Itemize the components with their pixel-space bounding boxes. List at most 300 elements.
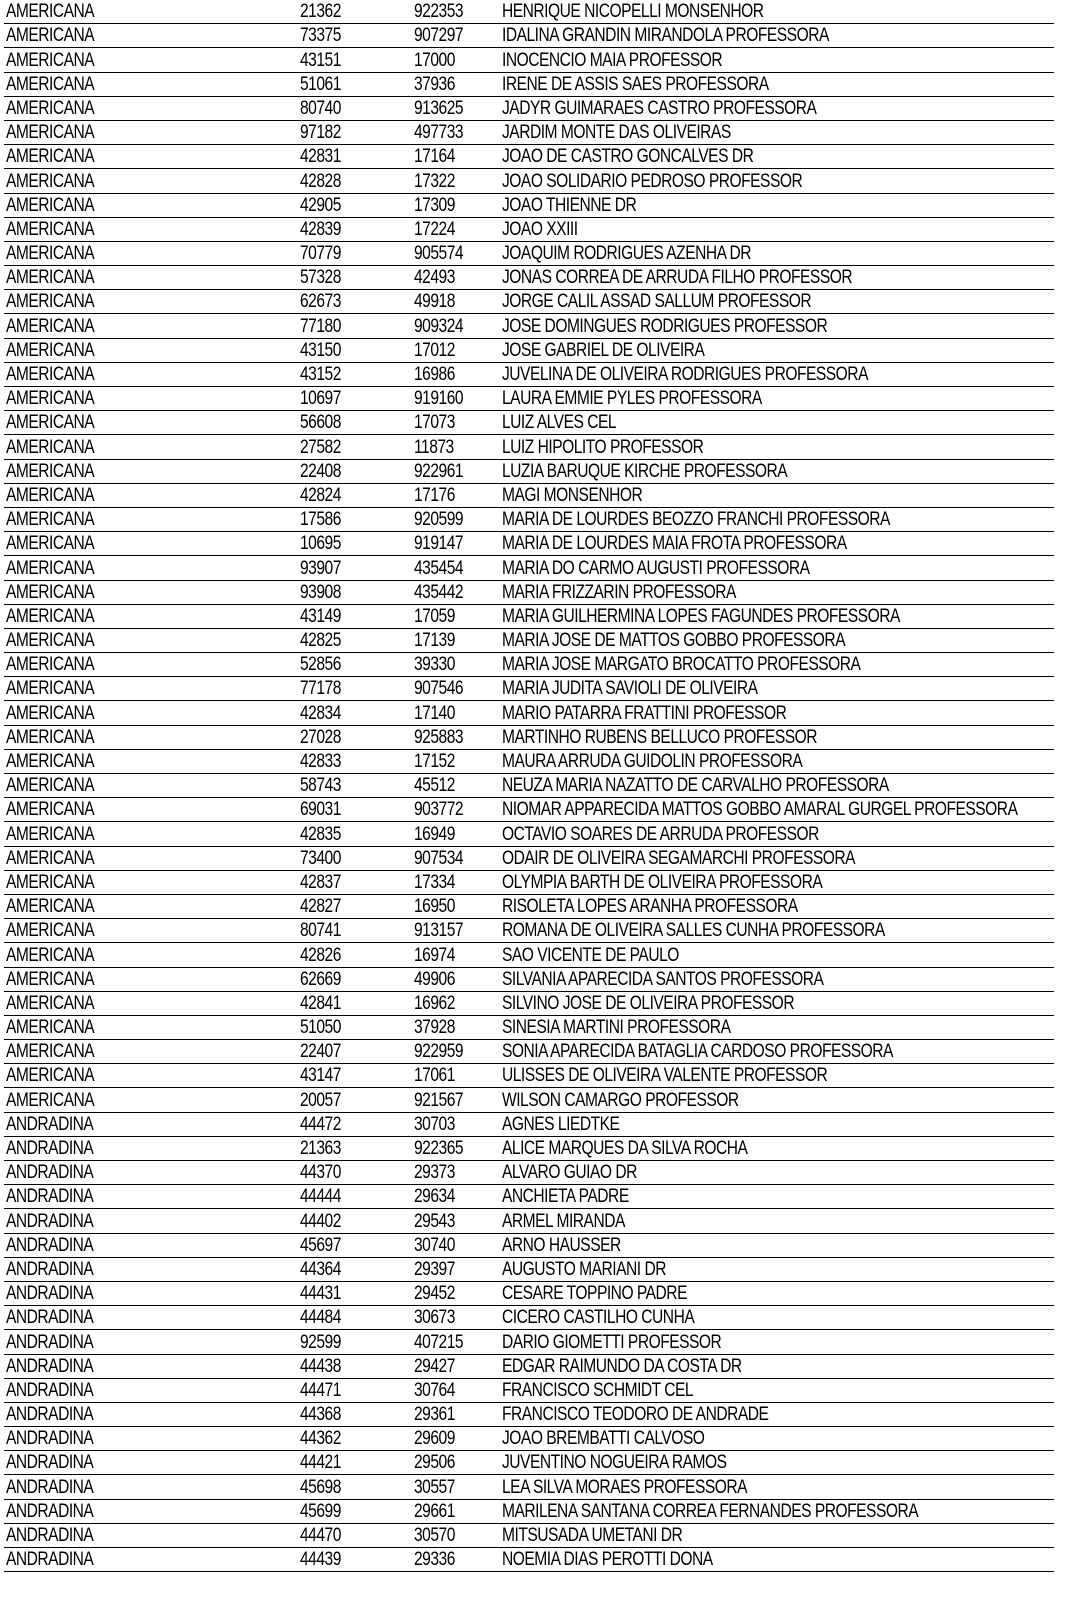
school-name-text: HENRIQUE NICOPELLI MONSENHOR [502,1,764,23]
school-name-text: FRANCISCO SCHMIDT CEL [502,1379,694,1401]
school-code-cell [298,798,412,822]
school-name-cell [500,1306,1054,1330]
cie-code-cell [412,1354,500,1378]
cie-code-text: 49918 [414,291,455,313]
school-code-cell [298,241,412,265]
municipality-text: AMERICANA [6,605,95,627]
school-name-text: JORGE CALIL ASSAD SALLUM PROFESSOR [502,291,812,313]
municipality-text: AMERICANA [6,630,95,652]
school-code-text: 44472 [300,1113,341,1135]
cie-code-cell [412,919,500,943]
cie-code-cell [412,774,500,798]
school-name-text: SILVANIA APARECIDA SANTOS PROFESSORA [502,968,824,990]
school-name-text: NOEMIA DIAS PEROTTI DONA [502,1549,713,1571]
school-name-cell [500,725,1054,749]
municipality-cell [4,241,298,265]
school-code-cell [298,774,412,798]
municipality-cell [4,1499,298,1523]
cie-code-text: 39330 [414,654,455,676]
table-row [4,362,1054,386]
school-code-text: 77180 [300,315,341,337]
school-code-text: 42826 [300,944,341,966]
school-name-text: IRENE DE ASSIS SAES PROFESSORA [502,73,769,95]
school-name-text: LEA SILVA MORAES PROFESSORA [502,1476,748,1498]
municipality-cell [4,701,298,725]
school-name-text: MARIA DO CARMO AUGUSTI PROFESSORA [502,557,810,579]
school-name-cell [500,1402,1054,1426]
cie-code-cell [412,604,500,628]
municipality-text: ANDRADINA [6,1258,94,1280]
municipality-cell [4,24,298,48]
school-code-text: 17586 [300,509,341,531]
table-row [4,266,1054,290]
school-name-text: JUVELINA DE OLIVEIRA RODRIGUES PROFESSORA [502,364,868,385]
school-code-text: 42834 [300,702,341,724]
municipality-text: ANDRADINA [6,1355,94,1377]
municipality-cell [4,120,298,144]
school-name-text: MARIA JOSE DE MATTOS GOBBO PROFESSORA [502,630,846,652]
school-name-text: MARIA DE LOURDES MAIA FROTA PROFESSORA [502,533,847,555]
school-code-text: 44471 [300,1379,341,1401]
school-code-cell [298,120,412,144]
school-name-text: LUZIA BARUQUE KIRCHE PROFESSORA [502,460,788,482]
school-code-text: 21363 [300,1138,341,1159]
table-row [4,483,1054,507]
table-row [4,701,1054,725]
table-row [4,1161,1054,1185]
cie-code-text: 919160 [414,388,464,410]
municipality-cell [4,991,298,1015]
school-name-text: JOAQUIM RODRIGUES AZENHA DR [502,243,752,265]
cie-code-text: 30570 [414,1525,455,1546]
school-code-cell [298,822,412,846]
school-code-cell [298,1064,412,1088]
school-code-cell [298,1015,412,1039]
cie-code-text: 925883 [414,726,464,748]
cie-code-cell [412,1427,500,1451]
school-code-cell [298,1281,412,1305]
cie-code-cell [412,338,500,362]
school-code-text: 45697 [300,1234,341,1256]
cie-code-cell [412,387,500,411]
school-code-text: 45699 [300,1500,341,1522]
school-name-cell [500,1427,1054,1451]
school-code-text: 44362 [300,1428,341,1450]
school-name-text: CICERO CASTILHO CUNHA [502,1307,695,1329]
cie-code-cell [412,1451,500,1475]
cie-code-text: 905574 [414,243,464,265]
school-code-text: 43147 [300,1065,341,1087]
table-row [4,435,1054,459]
municipality-cell [4,846,298,870]
school-code-text: 44438 [300,1355,341,1377]
cie-code-cell [412,1257,500,1281]
municipality-cell [4,943,298,967]
municipality-cell [4,822,298,846]
school-code-text: 22407 [300,1041,341,1063]
cie-code-text: 29543 [414,1210,455,1232]
cie-code-cell [412,870,500,894]
school-name-text: JOAO BREMBATTI CALVOSO [502,1428,705,1450]
school-code-cell [298,846,412,870]
cie-code-text: 922961 [414,460,464,482]
cie-code-text: 45512 [414,775,455,797]
school-name-cell [500,774,1054,798]
table-row [4,1281,1054,1305]
school-code-text: 43152 [300,364,341,385]
municipality-text: ANDRADINA [6,1476,94,1498]
cie-code-cell [412,411,500,435]
school-code-cell [298,290,412,314]
school-code-cell [298,653,412,677]
school-name-cell [500,24,1054,48]
municipality-cell [4,1306,298,1330]
cie-code-text: 16974 [414,944,455,966]
municipality-text: AMERICANA [6,509,95,531]
municipality-cell [4,774,298,798]
cie-code-text: 17309 [414,194,455,216]
table-row [4,1306,1054,1330]
school-code-text: 73375 [300,25,341,47]
municipality-text: AMERICANA [6,678,95,700]
school-name-text: JOAO DE CASTRO GONCALVES DR [502,146,754,168]
school-name-text: OLYMPIA BARTH DE OLIVEIRA PROFESSORA [502,871,823,893]
table-row [4,314,1054,338]
municipality-text: ANDRADINA [6,1404,94,1426]
municipality-text: AMERICANA [6,799,95,821]
school-name-text: MARTINHO RUBENS BELLUCO PROFESSOR [502,726,818,748]
cie-code-text: 29373 [414,1162,455,1184]
cie-code-cell [412,1402,500,1426]
school-name-cell [500,1499,1054,1523]
school-code-cell [298,677,412,701]
municipality-text: ANDRADINA [6,1379,94,1401]
cie-code-text: 49906 [414,968,455,990]
municipality-cell [4,1523,298,1547]
school-name-text: MARIA JOSE MARGATO BROCATTO PROFESSORA [502,654,861,676]
table-row [4,1040,1054,1064]
school-code-cell [298,1548,412,1572]
school-name-cell [500,338,1054,362]
municipality-cell [4,1281,298,1305]
school-code-cell [298,1161,412,1185]
cie-code-text: 17334 [414,871,455,893]
cie-code-cell [412,798,500,822]
school-code-cell [298,1112,412,1136]
school-code-cell [298,1233,412,1257]
school-code-text: 62669 [300,968,341,990]
school-code-text: 44470 [300,1525,341,1546]
school-name-cell [500,459,1054,483]
municipality-text: AMERICANA [6,1,95,23]
cie-code-text: 17152 [414,751,455,772]
school-name-cell [500,1330,1054,1354]
table-row [4,338,1054,362]
school-name-cell [500,749,1054,773]
table-row [4,846,1054,870]
cie-code-cell [412,1015,500,1039]
school-code-cell [298,1427,412,1451]
school-code-cell [298,870,412,894]
school-name-text: LAURA EMMIE PYLES PROFESSORA [502,388,762,410]
school-name-text: MITSUSADA UMETANI DR [502,1525,683,1546]
table-row [4,798,1054,822]
municipality-text: ANDRADINA [6,1283,94,1305]
school-name-text: JADYR GUIMARAES CASTRO PROFESSORA [502,97,817,119]
school-name-text: JOAO SOLIDARIO PEDROSO PROFESSOR [502,170,803,192]
school-name-text: NEUZA MARIA NAZATTO DE CARVALHO PROFESSORA [502,775,889,797]
cie-code-text: 435454 [414,557,464,579]
municipality-cell [4,193,298,217]
municipality-text: AMERICANA [6,654,95,676]
table-row [4,580,1054,604]
table-row [4,919,1054,943]
cie-code-cell [412,290,500,314]
school-name-text: NIOMAR APPARECIDA MATTOS GOBBO AMARAL GURGEL PROFESSORA [502,799,1018,821]
school-name-text: JOAO THIENNE DR [502,194,637,216]
school-name-cell [500,1088,1054,1112]
cie-code-text: 29452 [414,1283,455,1305]
cie-code-cell [412,169,500,193]
school-code-cell [298,169,412,193]
school-code-cell [298,580,412,604]
municipality-text: AMERICANA [6,97,95,119]
cie-code-text: 17061 [414,1065,455,1087]
school-name-text: JUVENTINO NOGUEIRA RAMOS [502,1452,727,1474]
cie-code-text: 17000 [414,49,455,71]
cie-code-cell [412,749,500,773]
school-name-text: LUIZ HIPOLITO PROFESSOR [502,436,704,458]
municipality-text: AMERICANA [6,436,95,458]
school-name-cell [500,507,1054,531]
cie-code-cell [412,72,500,96]
school-code-text: 42839 [300,218,341,240]
school-name-cell [500,314,1054,338]
municipality-cell [4,1209,298,1233]
school-code-text: 42835 [300,823,341,845]
school-code-text: 44431 [300,1283,341,1305]
school-code-text: 43149 [300,605,341,627]
school-code-cell [298,1185,412,1209]
table-row [4,290,1054,314]
municipality-text: ANDRADINA [6,1428,94,1450]
table-row [4,822,1054,846]
cie-code-cell [412,314,500,338]
table-row [4,96,1054,120]
school-name-cell [500,967,1054,991]
municipality-text: AMERICANA [6,339,95,361]
table-row [4,1402,1054,1426]
cie-code-cell [412,822,500,846]
municipality-cell [4,1161,298,1185]
table-row [4,1499,1054,1523]
cie-code-text: 907534 [414,847,464,869]
school-name-cell [500,701,1054,725]
school-code-cell [298,435,412,459]
municipality-cell [4,169,298,193]
municipality-text: AMERICANA [6,751,95,772]
cie-code-cell [412,894,500,918]
municipality-text: ANDRADINA [6,1162,94,1184]
cie-code-cell [412,846,500,870]
cie-code-cell [412,1306,500,1330]
school-name-text: ARMEL MIRANDA [502,1210,625,1232]
cie-code-cell [412,362,500,386]
school-name-cell [500,919,1054,943]
table-row [4,24,1054,48]
municipality-text: AMERICANA [6,291,95,313]
school-name-cell [500,943,1054,967]
school-code-cell [298,1475,412,1499]
municipality-cell [4,1354,298,1378]
cie-code-cell [412,701,500,725]
school-name-cell [500,628,1054,652]
cie-code-text: 17322 [414,170,455,192]
school-code-text: 51050 [300,1017,341,1039]
school-name-cell [500,532,1054,556]
school-name-cell [500,1185,1054,1209]
municipality-text: AMERICANA [6,992,95,1014]
school-name-cell [500,1015,1054,1039]
school-code-cell [298,725,412,749]
school-name-cell [500,1161,1054,1185]
cie-code-cell [412,628,500,652]
cie-code-cell [412,1112,500,1136]
school-code-text: 43151 [300,49,341,71]
municipality-text: AMERICANA [6,49,95,71]
municipality-text: ANDRADINA [6,1331,94,1353]
cie-code-text: 921567 [414,1089,464,1111]
school-code-cell [298,1209,412,1233]
school-name-cell [500,1523,1054,1547]
school-code-cell [298,145,412,169]
school-code-cell [298,1354,412,1378]
school-code-text: 92599 [300,1331,341,1353]
school-name-cell [500,435,1054,459]
school-name-text: CESARE TOPPINO PADRE [502,1283,687,1305]
table-row [4,1548,1054,1572]
school-code-cell [298,1378,412,1402]
municipality-text: AMERICANA [6,267,95,289]
municipality-text: AMERICANA [6,1089,95,1111]
table-row [4,1475,1054,1499]
municipality-cell [4,0,298,24]
school-code-cell [298,1402,412,1426]
school-name-cell [500,1378,1054,1402]
cie-code-cell [412,1475,500,1499]
cie-code-cell [412,556,500,580]
municipality-cell [4,338,298,362]
school-name-text: ARNO HAUSSER [502,1234,621,1256]
school-name-text: MARIA FRIZZARIN PROFESSORA [502,581,736,603]
school-name-cell [500,193,1054,217]
municipality-text: AMERICANA [6,146,95,168]
school-code-text: 70779 [300,243,341,265]
table-row [4,72,1054,96]
municipality-text: AMERICANA [6,388,95,410]
school-name-text: SILVINO JOSE DE OLIVEIRA PROFESSOR [502,992,795,1014]
school-code-cell [298,459,412,483]
cie-code-text: 497733 [414,122,464,144]
table-row [4,1088,1054,1112]
table-row [4,0,1054,24]
cie-code-cell [412,217,500,241]
cie-code-text: 17140 [414,702,455,724]
school-name-text: MAURA ARRUDA GUIDOLIN PROFESSORA [502,751,803,772]
school-code-text: 44439 [300,1549,341,1571]
table-row [4,1015,1054,1039]
school-code-text: 44484 [300,1307,341,1329]
school-name-cell [500,653,1054,677]
municipality-text: AMERICANA [6,218,95,240]
cie-code-text: 29634 [414,1186,455,1208]
table-row [4,1451,1054,1475]
school-code-text: 42824 [300,484,341,506]
cie-code-cell [412,1233,500,1257]
municipality-text: AMERICANA [6,775,95,797]
municipality-text: ANDRADINA [6,1307,94,1329]
municipality-text: AMERICANA [6,581,95,603]
school-name-text: IDALINA GRANDIN MIRANDOLA PROFESSORA [502,25,829,47]
school-name-cell [500,1451,1054,1475]
school-code-text: 93907 [300,557,341,579]
school-name-text: ROMANA DE OLIVEIRA SALLES CUNHA PROFESSORA [502,920,885,942]
cie-code-text: 29336 [414,1549,455,1571]
municipality-cell [4,459,298,483]
table-row [4,48,1054,72]
school-code-text: 10697 [300,388,341,410]
municipality-text: AMERICANA [6,533,95,555]
school-code-cell [298,314,412,338]
school-code-text: 52856 [300,654,341,676]
cie-code-cell [412,0,500,24]
cie-code-text: 16949 [414,823,455,845]
table-row [4,1185,1054,1209]
cie-code-cell [412,532,500,556]
school-name-cell [500,1064,1054,1088]
table-row [4,145,1054,169]
municipality-cell [4,894,298,918]
municipality-cell [4,1233,298,1257]
municipality-cell [4,749,298,773]
school-name-cell [500,266,1054,290]
school-name-cell [500,241,1054,265]
municipality-text: AMERICANA [6,1065,95,1087]
municipality-text: ANDRADINA [6,1452,94,1474]
school-name-text: ODAIR DE OLIVEIRA SEGAMARCHI PROFESSORA [502,847,856,869]
cie-code-text: 907297 [414,25,464,47]
cie-code-text: 922365 [414,1138,464,1159]
municipality-cell [4,919,298,943]
table-row [4,1112,1054,1136]
cie-code-cell [412,266,500,290]
school-code-cell [298,362,412,386]
table-row [4,943,1054,967]
municipality-cell [4,96,298,120]
table-row [4,1523,1054,1547]
municipality-text: AMERICANA [6,896,95,918]
municipality-text: AMERICANA [6,412,95,434]
school-code-text: 10695 [300,533,341,555]
school-code-text: 69031 [300,799,341,821]
school-list-body [4,0,1054,1572]
school-code-text: 44421 [300,1452,341,1474]
school-name-cell [500,677,1054,701]
cie-code-cell [412,653,500,677]
municipality-text: AMERICANA [6,847,95,869]
table-row [4,217,1054,241]
cie-code-text: 922353 [414,1,464,23]
